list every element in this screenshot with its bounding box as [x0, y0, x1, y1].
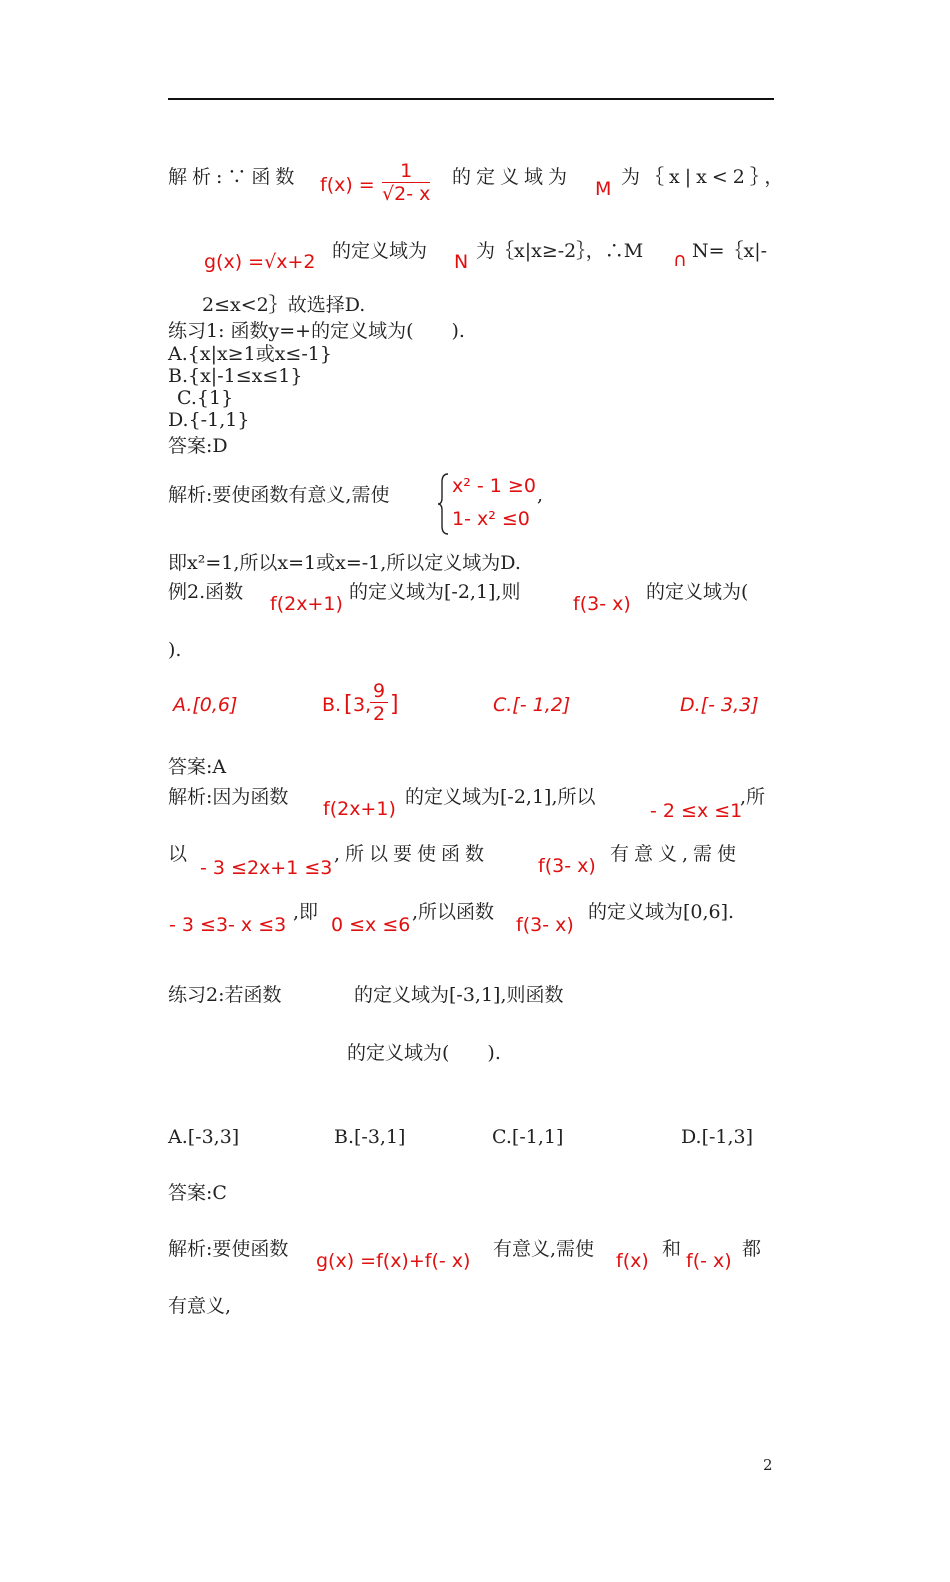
inequality-2: - 3 ≤2x+1 ≤3: [200, 857, 333, 879]
header-rule: [168, 98, 774, 100]
practice1-question: 练习1: 函数y=+的定义域为( ).: [168, 320, 465, 342]
example2-analysis2-prefix: 以: [168, 843, 188, 865]
example2-analysis-prefix: 解析:因为函数: [168, 786, 289, 808]
example2-option-a: A.[0,6]: [173, 694, 238, 716]
practice1-answer: 答案:D: [168, 435, 228, 457]
example2-f1: f(2x+1): [270, 593, 343, 615]
practice2-question-1b: 的定义域为[-3,1],则函数: [354, 984, 564, 1006]
practice1-option-c: C.{1}: [177, 387, 234, 409]
option-b-fraction: [370, 680, 388, 725]
solution1-line3: 2≤x<2｝故选择D.: [202, 294, 366, 316]
practice2-analysis-line2: 有意义,: [168, 1295, 232, 1317]
practice2-answer: 答案:C: [168, 1182, 227, 1204]
example2-option-c: C.[- 1,2]: [493, 694, 571, 716]
formula-f-numerator: 1: [382, 160, 430, 183]
practice1-option-a: A.{x|x≥1或x≤-1}: [168, 343, 332, 365]
system-line-2: 1- x² ≤0: [452, 508, 530, 530]
system-brace: [437, 472, 451, 536]
example2-analysis2-f: f(3- x): [538, 855, 596, 877]
option-b-left-bracket: [: [344, 692, 353, 717]
example2-analysis-mid: 的定义域为[-2,1],所以: [405, 786, 596, 808]
solution1-mid1: 的定义域为: [452, 166, 573, 188]
set-symbol-m: M: [595, 178, 612, 200]
inequality-3: - 3 ≤3- x ≤3: [169, 914, 287, 936]
practice1-option-b: B.{x|-1≤x≤1}: [168, 365, 303, 387]
example2-analysis2-tail: 有意义,需使: [610, 843, 742, 865]
practice1-conclusion: 即x²=1,所以x=1或x=-1,所以定义域为D.: [168, 552, 521, 574]
solution1-set-m: 为｛x|x<2｝，: [621, 166, 789, 188]
system-comma: ,: [537, 484, 544, 506]
practice2-analysis-tail: 都: [742, 1238, 762, 1260]
example2-answer: 答案:A: [168, 756, 227, 778]
practice2-analysis-prefix: 解析:要使函数: [168, 1238, 289, 1260]
practice2-option-b: B.[-3,1]: [334, 1126, 406, 1148]
example2-analysis3-tail: 的定义域为[0,6].: [588, 901, 735, 923]
practice2-question-2: 的定义域为( ).: [347, 1042, 501, 1064]
option-b-right-bracket: ]: [390, 692, 399, 717]
example2-analysis3-mid: ,所以函数: [412, 901, 495, 923]
example2-tail: 的定义域为(: [646, 581, 749, 603]
practice1-option-d: D.{-1,1}: [168, 409, 250, 431]
intersection-symbol: ∩: [673, 249, 687, 271]
example2-analysis-f1: f(2x+1): [323, 798, 396, 820]
practice2-formula-g: g(x) =f(x)+f(- x): [316, 1250, 471, 1272]
option-b-numerator: 9: [370, 680, 388, 703]
example2-analysis3-sep: ,即: [293, 901, 319, 923]
practice2-option-d: D.[-1,3]: [681, 1126, 754, 1148]
example2-prefix: 例2.函数: [168, 581, 244, 603]
practice2-formula-fx: f(x): [616, 1250, 649, 1272]
example2-mid: 的定义域为[-2,1],则: [349, 581, 521, 603]
practice2-analysis-and: 和: [662, 1238, 682, 1260]
formula-f-fraction: [382, 160, 430, 205]
example2-option-b-label: B.: [322, 694, 342, 716]
solution1-prefix: 解析:∵函数: [168, 166, 300, 188]
formula-g: g(x) =√x+2: [204, 251, 316, 273]
inequality-1: - 2 ≤x ≤1: [650, 800, 743, 822]
formula-f-denominator: √2- x: [382, 183, 431, 205]
solution1-set-n: 为｛x|x≥-2｝，∴M: [476, 240, 644, 262]
inequality-4: 0 ≤x ≤6: [331, 914, 411, 936]
page-number: 2: [763, 1456, 773, 1474]
example2-analysis2-mid: ,所以要使函数: [334, 843, 490, 865]
example2-analysis-tail1: ,所: [740, 786, 766, 808]
practice2-question-1: 练习2:若函数: [168, 984, 282, 1006]
example2-analysis3-f: f(3- x): [516, 914, 574, 936]
formula-f-lhs: f(x) =: [320, 174, 375, 196]
set-symbol-n: N: [454, 251, 469, 273]
option-b-denominator: 2: [373, 703, 386, 725]
system-line-1: x² - 1 ≥0: [452, 475, 536, 497]
practice2-option-c: C.[-1,1]: [492, 1126, 564, 1148]
practice2-analysis-mid: 有意义,需使: [493, 1238, 595, 1260]
option-b-start: 3,: [353, 694, 372, 716]
example2-close: ).: [168, 639, 182, 661]
solution1-mid2: 的定义域为: [332, 240, 428, 262]
practice2-formula-fnx: f(- x): [686, 1250, 732, 1272]
practice2-option-a: A.[-3,3]: [168, 1126, 240, 1148]
solution1-tail: N=｛x|-: [692, 240, 768, 262]
practice1-analysis: 解析:要使函数有意义,需使: [168, 484, 390, 506]
example2-option-d: D.[- 3,3]: [680, 694, 759, 716]
example2-f2: f(3- x): [573, 593, 631, 615]
